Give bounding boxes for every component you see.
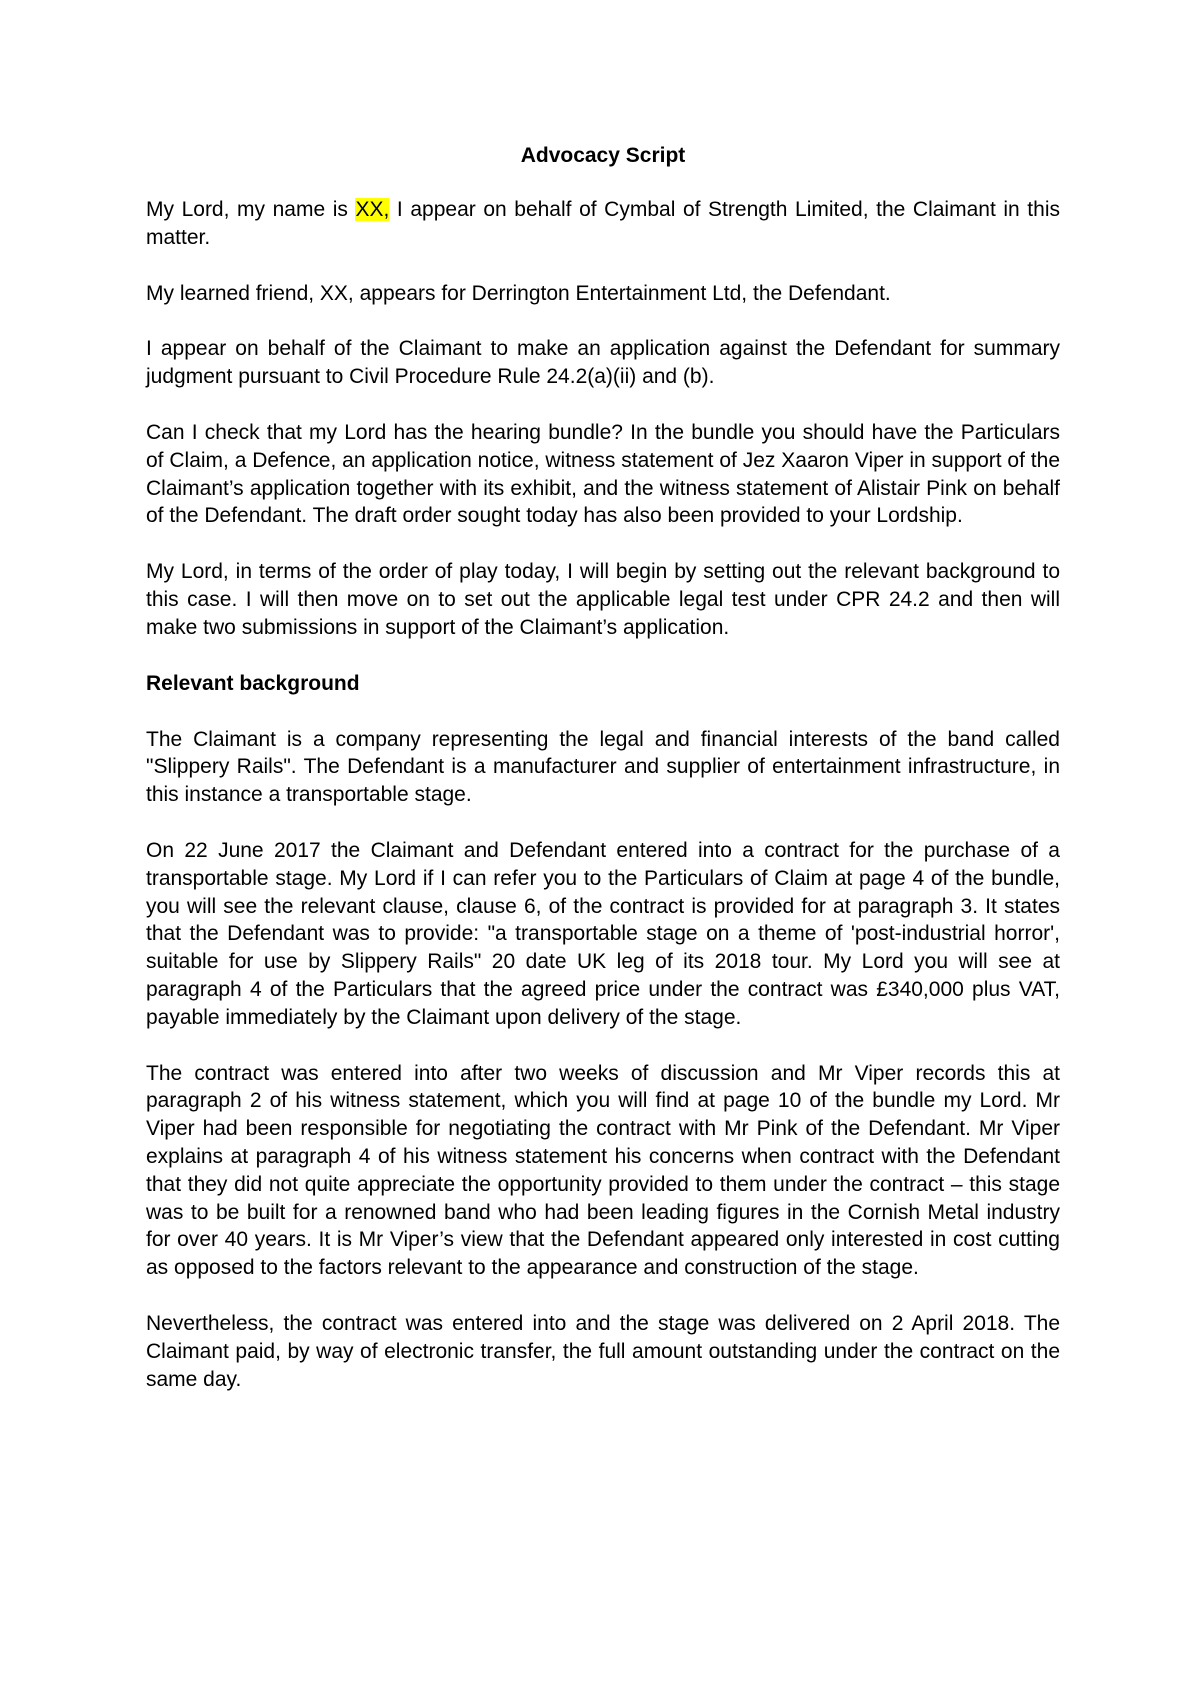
paragraph-parties: The Claimant is a company representing the legal and financial interests of the band called "Slippery Rails". The Defendant is a manufacturer and supplier of entertainment infrastructure, in this instance a transportable stage.: [146, 727, 1060, 807]
paragraph-learned-friend: My learned friend, XX, appears for Derrington Entertainment Ltd, the Defendant.: [146, 281, 891, 305]
document-page: [146, 142, 1060, 1421]
section-heading-relevant-background: Relevant background: [146, 671, 360, 695]
paragraph-contract: On 22 June 2017 the Claimant and Defendant entered into a contract for the purchase of a transportable stage. My Lord if I can refer you to the Particulars of Claim at page 4 of the bundle, you will see the relevant clause, clause 6, of the contract is provided for at paragraph 3. It states that the Defendant was to provide: "a transportable stage on a theme of 'post-industrial horror', suitable for use by Slippery Rails" 20 date UK leg of its 2018 tour. My Lord you will see at paragraph 4 of the Particulars that the agreed price under the contract was £340,000 plus VAT, payable immediately by the Claimant upon delivery of the stage.: [146, 838, 1060, 1029]
intro-paragraph: [146, 196, 1060, 252]
paragraph-application: I appear on behalf of the Claimant to make an application against the Defendant for summary judgment pursuant to Civil Procedure Rule 24.2(a)(ii) and (b).: [146, 337, 1060, 389]
paragraph-hearing-bundle: Can I check that my Lord has the hearing bundle? In the bundle you should have the Particulars of Claim, a Defence, an application notice, witness statement of Jez Xaaron Viper in support of the Claimant’s application together with its exhibit, and the witness statement of Alistair Pink on behalf of the Defendant. The draft order sought today has also been provided to your Lordship.: [146, 420, 1060, 528]
intro-text-before: My Lord, my name is: [146, 198, 356, 221]
document-title: Advocacy Script: [520, 144, 686, 167]
paragraph-negotiation: The contract was entered into after two weeks of discussion and Mr Viper records this at paragraph 2 of his witness statement, which you will find at page 10 of the bundle my Lord. Mr Viper had been responsible for negotiating the contract with Mr Pink of the Defendant. Mr Viper explains at paragraph 4 of his witness statement his concerns when contract with the Defendant that they did not quite appreciate the opportunity provided to them under the contract – this stage was to be built for a renowned band who had been leading figures in the Cornish Metal industry for over 40 years. It is Mr Viper’s view that the Defendant appeared only interested in cost cutting as opposed to the factors relevant to the appearance and construction of the stage.: [146, 1061, 1060, 1280]
paragraph-delivery: Nevertheless, the contract was entered into and the stage was delivered on 2 April 2018. The Claimant paid, by way of electronic transfer, the full amount outstanding under the contract on the same day.: [146, 1311, 1060, 1391]
highlighted-name-placeholder: XX,: [355, 198, 390, 221]
paragraph-order-of-play: My Lord, in terms of the order of play today, I will begin by setting out the relevant background to this case. I will then move on to set out the applicable legal test under CPR 24.2 and then will make two submissions in support of the Claimant’s application.: [146, 560, 1060, 639]
intro-text-after: I appear on behalf of Cymbal of Strength Limited, the Claimant in this matter.: [146, 198, 1060, 249]
